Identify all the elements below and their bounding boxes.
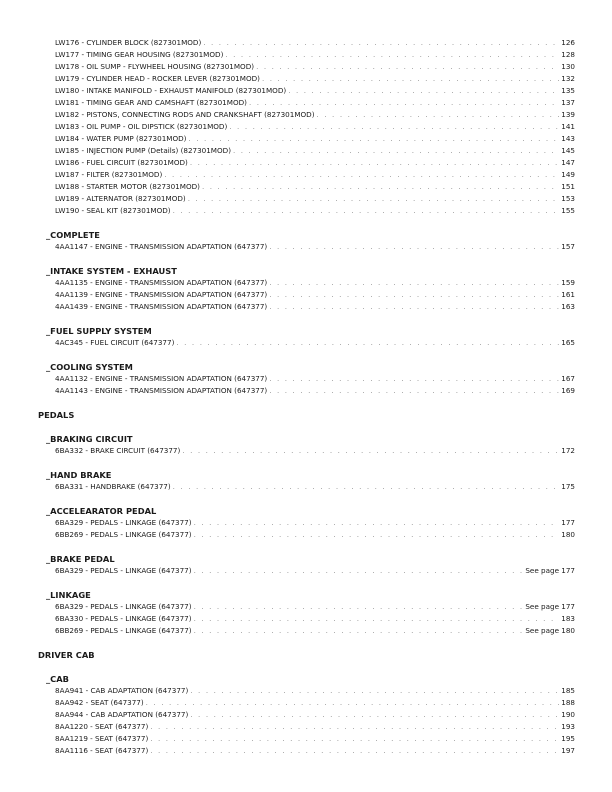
entry-page: 143: [561, 134, 575, 143]
entry-page: 132: [561, 74, 575, 83]
toc-entry[interactable]: [55, 565, 575, 577]
subsection-heading-cab: _CAB: [46, 674, 69, 684]
entry-label: 6BA331 - HANDBRAKE (647377): [55, 482, 171, 491]
cooling-list: [0, 373, 575, 397]
toc-entry[interactable]: [55, 745, 575, 757]
leader-dots: [317, 109, 560, 121]
leader-dots: [190, 709, 559, 721]
subsection-heading-braking: _BRAKING CIRCUIT: [46, 434, 133, 444]
entry-label: 8AA941 - CAB ADAPTATION (647377): [55, 686, 189, 695]
entry-page: 193: [561, 722, 575, 731]
leader-dots: [233, 145, 559, 157]
toc-entry[interactable]: [55, 109, 575, 121]
subsection-heading-complete: _COMPLETE: [46, 230, 100, 240]
toc-entry[interactable]: [55, 37, 575, 49]
entry-label: LW183 - OIL PUMP - OIL DIPSTICK (827301MOD): [55, 122, 228, 131]
leader-dots: [194, 529, 560, 541]
leader-dots: [164, 169, 559, 181]
toc-entry[interactable]: [55, 517, 575, 529]
leader-dots: [269, 385, 559, 397]
leader-dots: [256, 61, 559, 73]
entry-label: 4AC345 - FUEL CIRCUIT (647377): [55, 338, 175, 347]
entry-page: 161: [561, 290, 575, 299]
leader-dots: [173, 481, 560, 493]
entry-label: 6BB269 - PEDALS - LINKAGE (647377): [55, 626, 192, 635]
intake-list: [0, 277, 575, 313]
leader-dots: [182, 445, 559, 457]
handbrake-list: [0, 481, 575, 493]
section-heading-pedals: PEDALS: [38, 410, 75, 420]
leader-dots: [225, 49, 559, 61]
entry-page: 139: [561, 110, 575, 119]
leader-dots: [288, 85, 559, 97]
entry-label: LW186 - FUEL CIRCUIT (827301MOD): [55, 158, 188, 167]
subsection-heading-brake-pedal: _BRAKE PEDAL: [46, 554, 115, 564]
toc-entry[interactable]: [55, 481, 575, 493]
entry-label: 4AA1132 - ENGINE - TRANSMISSION ADAPTATION (647377): [55, 374, 268, 383]
toc-entry[interactable]: [55, 529, 575, 541]
entry-page: 153: [561, 194, 575, 203]
entry-label: LW182 - PISTONS, CONNECTING RODS AND CRANKSHAFT (827301MOD): [55, 110, 315, 119]
leader-dots: [194, 565, 524, 577]
entry-page: See page 177: [525, 602, 575, 611]
entry-page: 141: [561, 122, 575, 131]
complete-list: [0, 241, 575, 253]
entry-label: 6BA330 - PEDALS - LINKAGE (647377): [55, 614, 192, 623]
fuel-list: [0, 337, 575, 349]
entry-page: 137: [561, 98, 575, 107]
entry-label: 6BA332 - BRAKE CIRCUIT (647377): [55, 446, 181, 455]
subsection-heading-handbrake: _HAND BRAKE: [46, 470, 112, 480]
toc-entry[interactable]: [55, 733, 575, 745]
leader-dots: [188, 193, 560, 205]
leader-dots: [269, 277, 559, 289]
entry-page: 130: [561, 62, 575, 71]
toc-entry[interactable]: [55, 445, 575, 457]
entry-page: See page 177: [525, 566, 575, 575]
leader-dots: [150, 745, 559, 757]
accelerator-list: [0, 517, 575, 541]
leader-dots: [262, 73, 559, 85]
entry-label: 8AA942 - SEAT (647377): [55, 698, 144, 707]
entry-label: 8AA944 - CAB ADAPTATION (647377): [55, 710, 189, 719]
entry-label: LW177 - TIMING GEAR HOUSING (827301MOD): [55, 50, 224, 59]
toc-entry[interactable]: [55, 157, 575, 169]
leader-dots: [249, 97, 559, 109]
entry-label: LW176 - CYLINDER BLOCK (827301MOD): [55, 38, 202, 47]
entry-label: LW185 - INJECTION PUMP (Details) (827301MOD): [55, 146, 232, 155]
toc-entry[interactable]: [55, 241, 575, 253]
toc-entry[interactable]: [55, 97, 575, 109]
entry-page: 163: [561, 302, 575, 311]
leader-dots: [190, 157, 559, 169]
entry-label: LW178 - OIL SUMP - FLYWHEEL HOUSING (827301MOD): [55, 62, 255, 71]
entry-label: LW181 - TIMING GEAR AND CAMSHAFT (827301MOD): [55, 98, 247, 107]
leader-dots: [269, 301, 559, 313]
toc-entry[interactable]: [55, 721, 575, 733]
leader-dots: [188, 133, 559, 145]
section-heading-driver-cab: DRIVER CAB: [38, 650, 95, 660]
entry-page: 155: [561, 206, 575, 215]
entry-label: 8AA1220 - SEAT (647377): [55, 722, 149, 731]
entry-label: LW187 - FILTER (827301MOD): [55, 170, 163, 179]
leader-dots: [194, 613, 560, 625]
entry-page: 151: [561, 182, 575, 191]
leader-dots: [190, 685, 559, 697]
subsection-heading-linkage: _LINKAGE: [46, 590, 91, 600]
entry-label: 6BB269 - PEDALS - LINKAGE (647377): [55, 530, 192, 539]
toc-entry[interactable]: [55, 697, 575, 709]
entry-label: 4AA1135 - ENGINE - TRANSMISSION ADAPTATION (647377): [55, 278, 268, 287]
toc-entry[interactable]: [55, 301, 575, 313]
toc-entry[interactable]: [55, 145, 575, 157]
entry-page: 149: [561, 170, 575, 179]
braking-list: [0, 445, 575, 457]
entry-page: 175: [561, 482, 575, 491]
leader-dots: [150, 721, 559, 733]
subsection-heading-cooling: _COOLING SYSTEM: [46, 362, 133, 372]
leader-dots: [150, 733, 559, 745]
entry-page: 195: [561, 734, 575, 743]
entry-label: 4AA1439 - ENGINE - TRANSMISSION ADAPTATION (647377): [55, 302, 268, 311]
entry-page: 128: [561, 50, 575, 59]
entry-page: 167: [561, 374, 575, 383]
entry-label: LW179 - CYLINDER HEAD - ROCKER LEVER (827301MOD): [55, 74, 260, 83]
entry-page: 169: [561, 386, 575, 395]
entry-label: 4AA1139 - ENGINE - TRANSMISSION ADAPTATION (647377): [55, 290, 268, 299]
leader-dots: [173, 205, 560, 217]
leader-dots: [269, 289, 559, 301]
entry-label: LW190 - SEAL KIT (827301MOD): [55, 206, 171, 215]
leader-dots: [202, 181, 559, 193]
toc-entry[interactable]: [55, 169, 575, 181]
leader-dots: [269, 373, 559, 385]
entry-label: LW180 - INTAKE MANIFOLD - EXHAUST MANIFOLD (827301MOD): [55, 86, 287, 95]
entry-page: 190: [561, 710, 575, 719]
toc-entry[interactable]: [55, 121, 575, 133]
entry-label: LW189 - ALTERNATOR (827301MOD): [55, 194, 186, 203]
toc-entry[interactable]: [55, 337, 575, 349]
entry-label: 4AA1147 - ENGINE - TRANSMISSION ADAPTATION (647377): [55, 242, 268, 251]
brake-pedal-list: [0, 565, 575, 577]
toc-entry[interactable]: [55, 277, 575, 289]
entry-page: 183: [561, 614, 575, 623]
toc-entry[interactable]: [55, 685, 575, 697]
entry-page: 145: [561, 146, 575, 155]
engine-parts-list: [0, 0, 575, 217]
subsection-heading-intake: _INTAKE SYSTEM - EXHAUST: [46, 266, 177, 276]
leader-dots: [194, 517, 560, 529]
entry-page: 180: [561, 530, 575, 539]
toc-entry[interactable]: [55, 61, 575, 73]
toc-entry[interactable]: [55, 289, 575, 301]
toc-entry[interactable]: [55, 205, 575, 217]
entry-page: 197: [561, 746, 575, 755]
toc-entry[interactable]: [55, 385, 575, 397]
leader-dots: [229, 121, 559, 133]
entry-label: 6BA329 - PEDALS - LINKAGE (647377): [55, 566, 192, 575]
entry-label: 6BA329 - PEDALS - LINKAGE (647377): [55, 518, 192, 527]
entry-label: LW188 - STARTER MOTOR (827301MOD): [55, 182, 200, 191]
entry-page: 159: [561, 278, 575, 287]
leader-dots: [146, 697, 560, 709]
entry-label: LW184 - WATER PUMP (827301MOD): [55, 134, 187, 143]
entry-page: 126: [561, 38, 575, 47]
toc-entry[interactable]: [55, 133, 575, 145]
leader-dots: [194, 625, 524, 637]
toc-entry[interactable]: [55, 193, 575, 205]
leader-dots: [269, 241, 559, 253]
toc-entry[interactable]: [55, 373, 575, 385]
entry-page: 185: [561, 686, 575, 695]
entry-label: 6BA329 - PEDALS - LINKAGE (647377): [55, 602, 192, 611]
subsection-heading-accelerator: _ACCELEARATOR PEDAL: [46, 506, 157, 516]
toc-entry[interactable]: [55, 85, 575, 97]
toc-entry[interactable]: [55, 601, 575, 613]
entry-page: 172: [561, 446, 575, 455]
entry-label: 8AA1116 - SEAT (647377): [55, 746, 149, 755]
leader-dots: [176, 337, 559, 349]
leader-dots: [203, 37, 559, 49]
toc-entry[interactable]: [55, 613, 575, 625]
toc-entry[interactable]: [55, 49, 575, 61]
toc-entry[interactable]: [55, 181, 575, 193]
subsection-heading-fuel: _FUEL SUPPLY SYSTEM: [46, 326, 152, 336]
entry-page: 157: [561, 242, 575, 251]
entry-page: 177: [561, 518, 575, 527]
cab-list: [0, 685, 575, 757]
toc-entry[interactable]: [55, 73, 575, 85]
entry-page: See page 180: [525, 626, 575, 635]
entry-label: 4AA1143 - ENGINE - TRANSMISSION ADAPTATION (647377): [55, 386, 268, 395]
toc-entry[interactable]: [55, 625, 575, 637]
entry-page: 188: [561, 698, 575, 707]
entry-page: 165: [561, 338, 575, 347]
entry-page: 147: [561, 158, 575, 167]
linkage-list: [0, 601, 575, 637]
entry-page: 135: [561, 86, 575, 95]
toc-entry[interactable]: [55, 709, 575, 721]
entry-label: 8AA1219 - SEAT (647377): [55, 734, 149, 743]
leader-dots: [194, 601, 524, 613]
